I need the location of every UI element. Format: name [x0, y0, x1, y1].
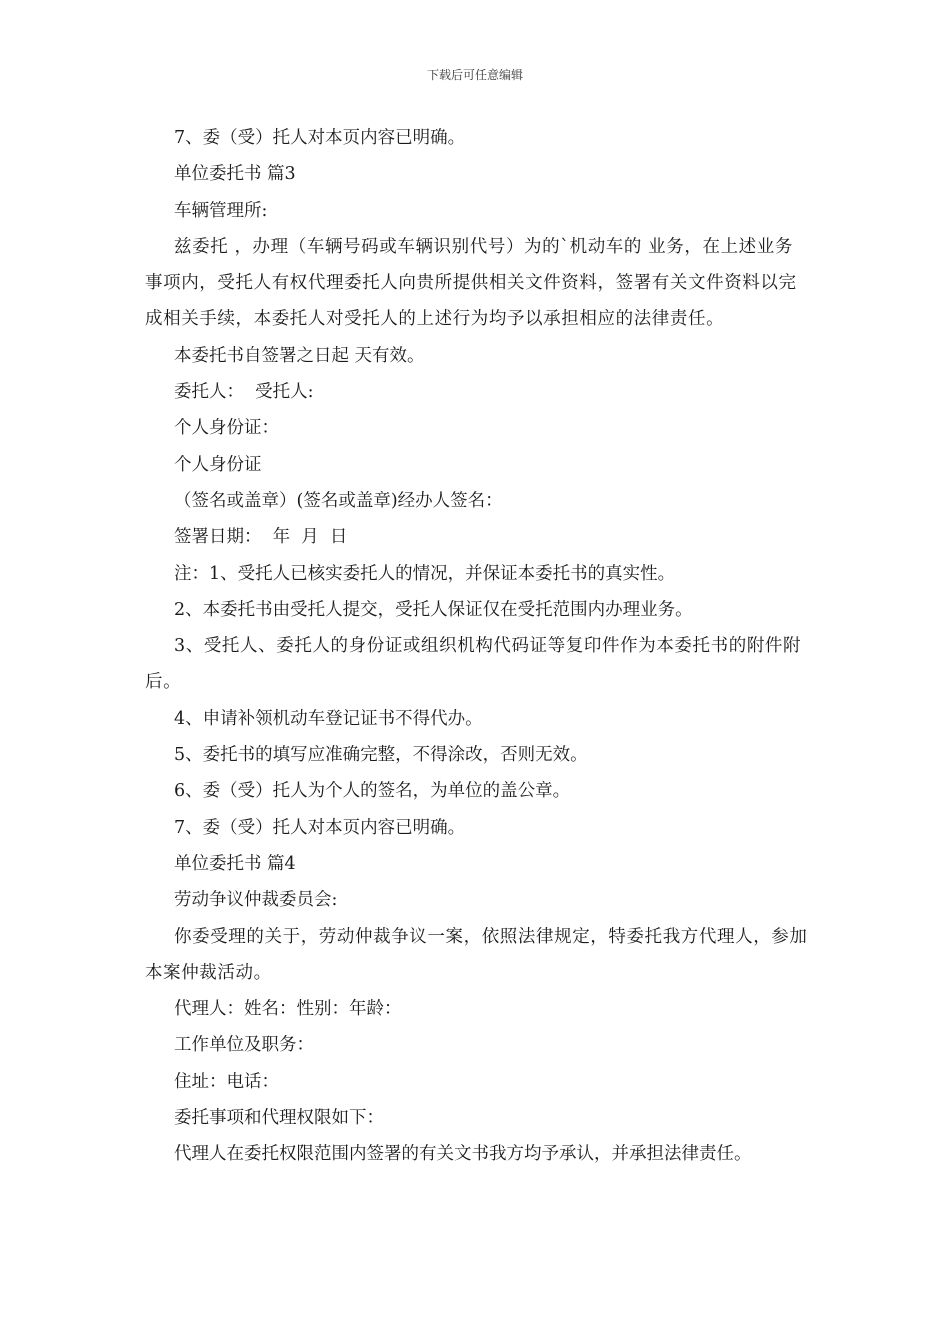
paragraph: 代理人在委托权限范围内签署的有关文书我方均予承认，并承担法律责任。: [174, 1144, 752, 1165]
note-item: 7、委（受）托人对本页内容已明确。: [174, 817, 466, 838]
page-header: 下载后可任意编辑: [426, 68, 523, 82]
note-item: 5、委托书的填写应准确完整，不得涂改，否则无效。: [174, 745, 588, 766]
document-body: [145, 120, 810, 1173]
paragraph: 委托人： 受托人:: [174, 382, 314, 403]
paragraph: 本委托书自签署之日起 天有效。: [174, 345, 425, 366]
paragraph: 7、委（受）托人对本页内容已明确。: [174, 128, 466, 148]
paragraph: 兹委托 ，办理（车辆号码或车辆识别代号）为的`机动车的 业务，在上述业务事项内，受托人有权代理委托人向贵所提供相关文件资料，签署有关文件资料以完成相关手续，本委托人对受托人的上述行为均予以承担相应的法律责任。: [145, 236, 797, 330]
paragraph: 代理人：姓名：性别：年龄：: [174, 999, 402, 1020]
addressee: 劳动争议仲裁委员会:: [174, 890, 338, 911]
note-item: 注：1、受托人已核实委托人的情况，并保证本委托书的真实性。: [174, 563, 676, 584]
paragraph: （签名或盖章）(签名或盖章)经办人签名：: [174, 490, 503, 511]
note-item: 2、本委托书由受托人提交，受托人保证仅在受托范围内办理业务。: [174, 599, 693, 620]
paragraph: 工作单位及职务：: [174, 1035, 314, 1056]
paragraph: 委托事项和代理权限如下：: [174, 1108, 384, 1129]
note-item: 4、申请补领机动车登记证书不得代办。: [174, 708, 483, 729]
paragraph: 签署日期： 年 月 日: [174, 527, 348, 548]
paragraph: 个人身份证: [174, 454, 262, 475]
paragraph: 个人身份证：: [174, 418, 279, 439]
section-title: 单位委托书 篇4: [174, 853, 296, 874]
paragraph: 住址：电话：: [174, 1071, 279, 1092]
note-item: 3、受托人、委托人的身份证或组织机构代码证等复印件作为本委托书的附件附后。: [145, 636, 802, 693]
paragraph: 你委受理的关于，劳动仲裁争议一案，依照法律规定，特委托我方代理人，参加本案仲裁活动。: [145, 926, 808, 983]
note-item: 6、委（受）托人为个人的签名，为单位的盖公章。: [174, 781, 571, 802]
section-title: 单位委托书 篇3: [174, 164, 296, 185]
addressee: 车辆管理所:: [174, 200, 268, 221]
